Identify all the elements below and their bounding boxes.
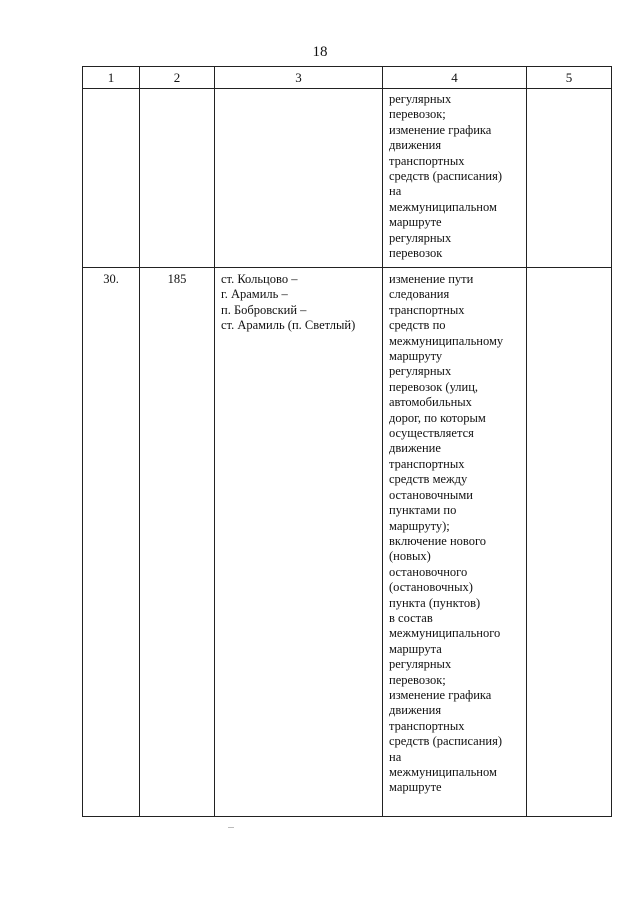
row-number-cell [83, 268, 140, 817]
change-description-cell [383, 89, 527, 268]
route-name-cell [215, 268, 383, 817]
table-row [83, 89, 612, 268]
col5-value [527, 89, 611, 95]
page-number: 18 [312, 44, 328, 60]
change-description-cell [383, 268, 527, 817]
route-number [140, 89, 214, 95]
header-col-5: 5 [527, 67, 612, 89]
row-number-cell [83, 89, 140, 268]
row-number: 30. [103, 272, 119, 286]
header-col-3: 3 [215, 67, 383, 89]
col5-cell [527, 268, 612, 817]
col5-cell [527, 89, 612, 268]
header-col-2: 2 [140, 67, 215, 89]
route-number-cell [140, 268, 215, 817]
routes-table [82, 66, 612, 817]
route-name: ст. Кольцово – г. Арамиль – п. Бобровский – ст. Арамиль (п. Светлый) [221, 272, 356, 333]
header-col-4: 4 [383, 67, 527, 89]
row-number [83, 89, 139, 95]
route-number: 185 [167, 272, 187, 286]
table-row [83, 268, 612, 817]
route-name-cell [215, 89, 383, 268]
route-number-cell [140, 89, 215, 268]
change-description: регулярных перевозок; изменение графика движения транспортных средств (расписания) на межмуниципальном маршруте регулярных перевозок [389, 92, 503, 261]
scan-artifact [228, 827, 234, 828]
table-header-row [83, 67, 612, 89]
col5-value [527, 268, 611, 274]
route-name [215, 89, 382, 95]
header-col-1: 1 [83, 67, 140, 89]
change-description: изменение пути следования транспортных средств по межмуниципальному маршруту регулярных перевозок (улиц, автомобильных дорог, по которым осуществляется движение транспортных средств между остановочными пунктами по маршруту); включение нового (новых) остановочного (остановочных) пункта (пунктов) в состав межмуниципального маршрута регулярных перевозок; изменение графика движения транспортных средств (расписания) на межмуниципальном маршруте [389, 272, 504, 795]
